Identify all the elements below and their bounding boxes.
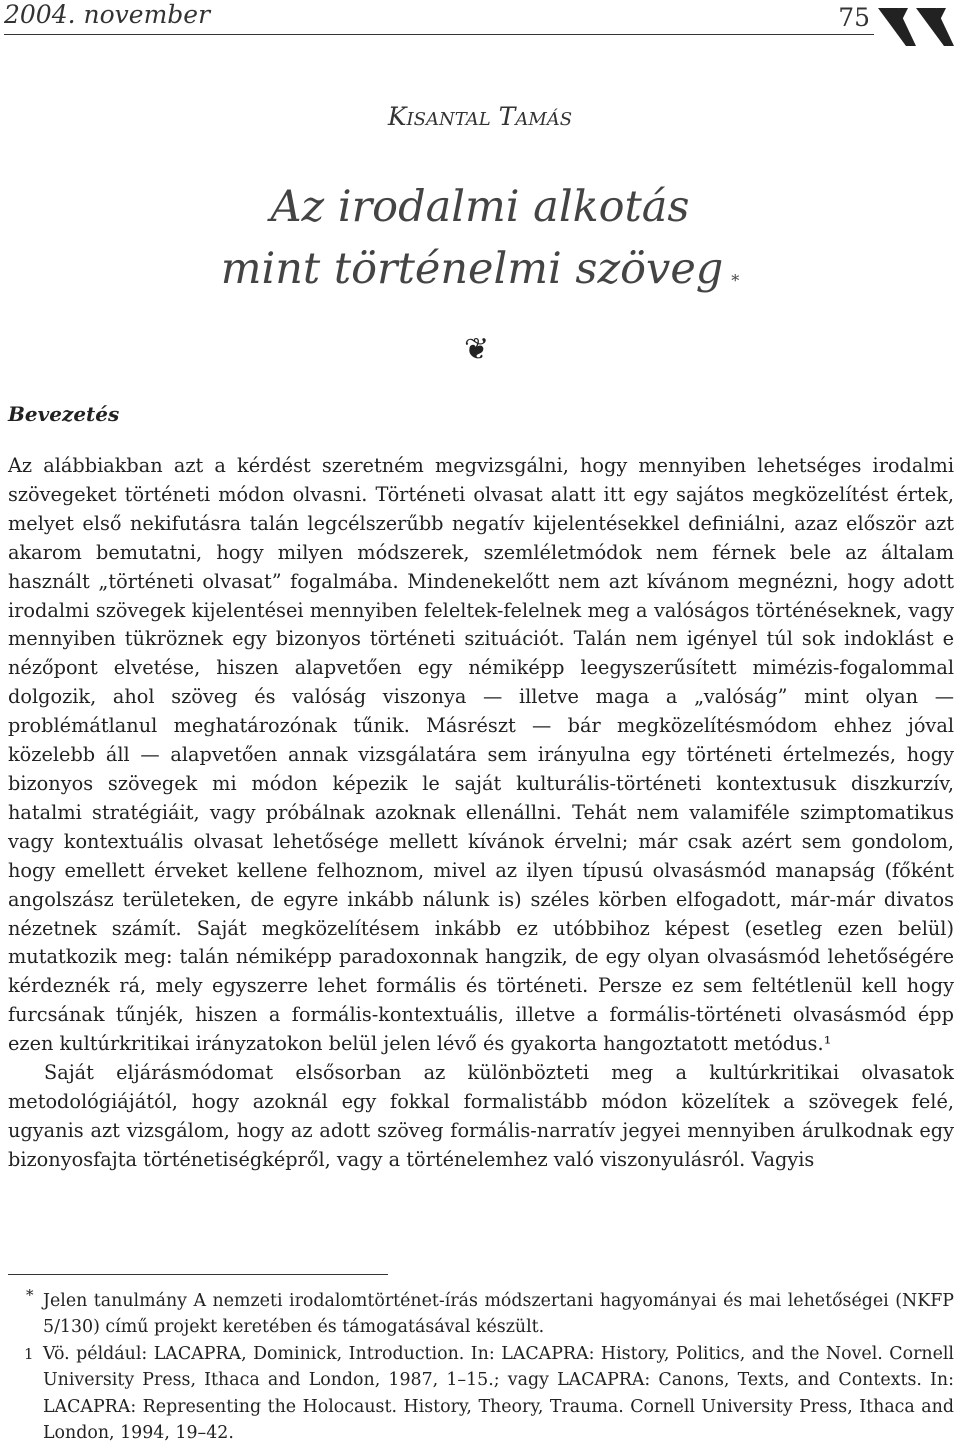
footnote-mark: * xyxy=(26,1286,34,1304)
ornament-icon: ❦ xyxy=(464,332,490,367)
paragraph-1: Az alábbiakban azt a kérdést szeretném megvizsgálni, hogy mennyiben lehetséges irodalmi szövegeket történeti módon olvasni. Történeti olvasat alatt itt egy sajátos megközelítést értek, melyet első nekifutásra talán legcélszerűbb negatív kijelentésekkel definiálni, azaz először azt akarom bemutatni, hogy milyen módszerek, szemléletmódok nem férnek bele az általam használt „történeti olvasat” fogalmába. Mindenekelőtt nem azt kívánom megnézni, hogy adott irodalmi szövegek kijelentései mennyiben feleltek-felelnek meg a valóságos történéseknek, vagy mennyiben tükröznek egy bizonyos történeti szituációt. Talán nem igényel túl sok indoklást e nézőpont elvetése, hiszen alapvetően egy némiképp leegyszerűsített mimézis-fogalommal dolgozik, ahol szöveg és valóság viszonya — illetve maga a „valóság” mint olyan — problémátlanul meghatározónak tűnik. Másrészt — bár megközelítésmódom ehhez jóval közelebb áll — alapvetően annak vizsgálatára sem irányulna egy történeti értelmezés, hogy bizonyos szövegek mi módon képezik le saját kulturális-történeti kontextusuk diszkurzív, hatalmi stratégiáit, vagy próbálnak azoknak ellenállni. Tehát nem valamiféle szimptomatikus vagy kontextuális olvasat lehetősége mellett kívánok érvelni; már csak azért sem gondolom, hogy emellett érveket kellene felhoznom, mivel az ilyen típusú olvasásmód manapság (főként angolszász területeken, de egyre inkább nálunk is) széles körben elfogadott, már-már divatos nézetnek számít. Saját megközelítésem inkább ez utóbbihoz képest (esetleg ezen belül) mutatkozik meg: talán némiképp paradoxonnak hangzik, de egy olyan olvasásmód lehetőségére kérdeznék rá, mely egyszerre lehet formális és történeti. Persze ez sem feltétlenül kell hogy furcsának tűnjék, hiszen a formális-kontextuális, illetve a formális-történeti olvasásmód épp ezen kultúrkritikai irányzatokon belül jelen lévő és gyakorta hangoztatott metódus.¹ xyxy=(8,454,954,1056)
footnote xyxy=(8,1288,954,1341)
title-line-1: Az irodalmi alkotás xyxy=(270,182,690,232)
page-number: 75 xyxy=(838,3,870,32)
title-footnote-mark: * xyxy=(731,271,740,290)
article-title xyxy=(0,176,960,300)
footnote-mark: 1 xyxy=(24,1344,34,1363)
footnotes xyxy=(8,1288,954,1446)
footnote-rule xyxy=(8,1274,388,1275)
page-header xyxy=(0,0,960,50)
footnote-text: Jelen tanulmány A nemzeti irodalomtörténet-írás módszertani hagyományai és mai lehetőségei (NKFP 5/130) című projekt keretében és támogatásával készült. xyxy=(43,1291,954,1338)
article-body xyxy=(8,452,954,1175)
journal-logo-icon xyxy=(878,6,956,48)
issue-date: 2004. november xyxy=(4,0,211,29)
author-name: Kisantal Tamás xyxy=(387,102,573,131)
paragraph-2: Saját eljárásmódomat elsősorban az különbözteti meg a kultúrkritikai olvasatok metodológiájától, hogy azoknál egy fokkal formalistább módon közelítek a szövegek felé, ugyanis azt vizsgálom, hogy az adott szöveg formális-narratív jegyei mennyiben árulkodnak egy bizonyosfajta történetiségképről, vagy a történelemhez való viszonyulásról. Vagyis xyxy=(8,1061,954,1171)
section-heading: Bevezetés xyxy=(8,402,120,426)
footnote xyxy=(8,1341,954,1447)
title-line-2: mint történelmi szöveg * xyxy=(220,244,740,294)
footnote-text: Vö. például: LACAPRA, Dominick, Introduction. In: LACAPRA: History, Politics, and the Novel. Cornell University Press, Ithaca and London, 1987, 1–15.; vagy LACAPRA: Canons, Texts, and Contexts. In: LACAPRA: Representing the Holocaust. History, Theory, Trauma. Cornell University Press, Ithaca and London, 1994, 19–42. xyxy=(43,1343,954,1444)
header-rule xyxy=(4,34,874,35)
